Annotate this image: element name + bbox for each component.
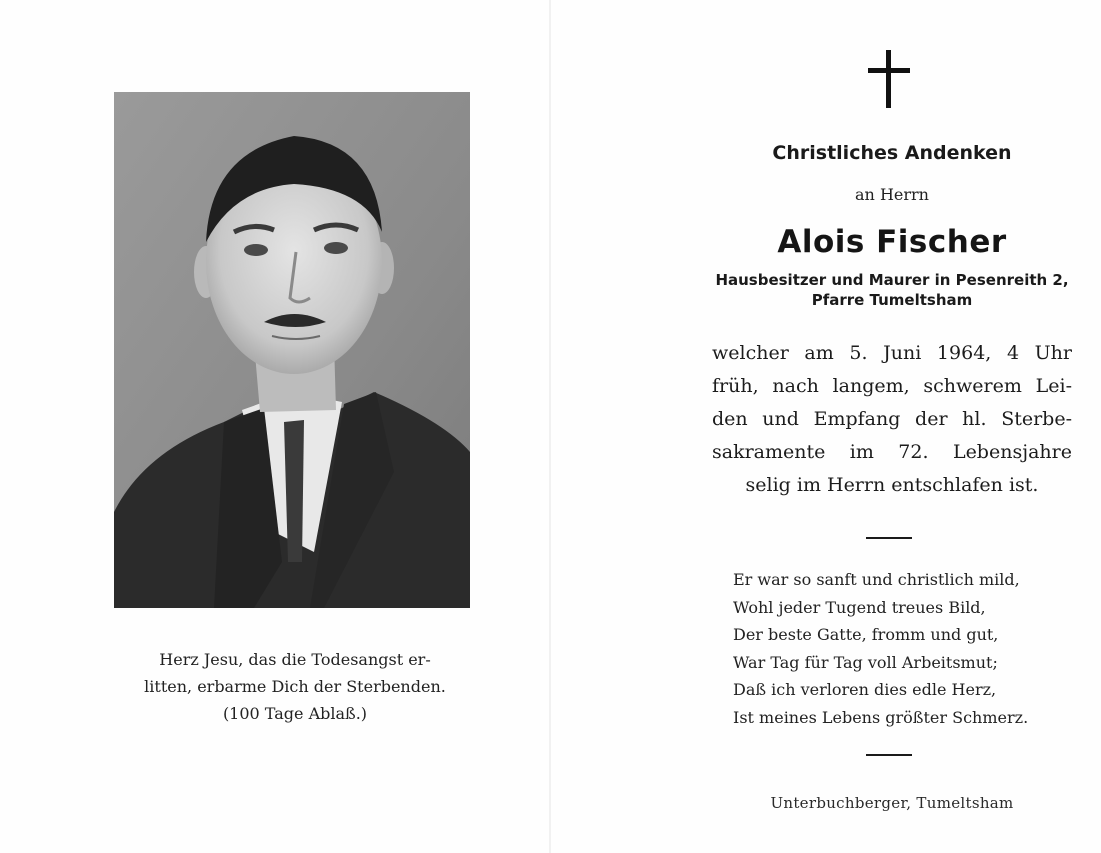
salutation: an Herrn [855, 185, 929, 204]
card-heading: Christliches Andenken [772, 142, 1012, 164]
verse-line: Daß ich verloren dies edle Herz, [733, 680, 997, 699]
cross-icon [864, 50, 914, 110]
verse-line: Ist meines Lebens größter Schmerz. [733, 707, 1029, 727]
verse-line: Wohl jeder Tugend treues Bild, [733, 597, 986, 617]
printer-credit: Unterbuchberger, Tumeltsham [770, 794, 1014, 812]
death-notice-line: früh, nach langem, schwerem Lei- [712, 375, 1072, 397]
prayer-line: (100 Tage Ablaß.) [222, 704, 368, 723]
verse-line: Der beste Gatte, fromm und gut, [733, 625, 999, 644]
verse-line: Er war so sanft und christlich mild, [733, 570, 1020, 589]
prayer-line: Herz Jesu, das die Todesangst er- [159, 650, 431, 669]
verse-line: War Tag für Tag voll Arbeitsmut; [733, 652, 998, 672]
divider [866, 754, 912, 756]
portrait-photo [114, 92, 470, 608]
memorial-verse [733, 566, 1063, 731]
card-fold [549, 0, 551, 853]
prayer-line: litten, erbarme Dich der Sterbenden. [144, 677, 446, 696]
death-notice-line: selig im Herrn entschlafen ist. [745, 474, 1039, 496]
death-notice-line: welcher am 5. Juni 1964, 4 Uhr [712, 342, 1072, 364]
deceased-name: Alois Fischer [777, 224, 1007, 260]
divider [866, 537, 912, 539]
death-notice [712, 337, 1072, 502]
occupation-line: Pfarre Tumeltsham [811, 291, 973, 309]
occupation-line: Hausbesitzer und Maurer in Pesenreith 2, [715, 271, 1069, 289]
death-notice-line: den und Empfang der hl. Sterbe- [712, 408, 1072, 430]
death-notice-line: sakramente im 72. Lebensjahre [712, 441, 1072, 463]
occupation [688, 270, 1096, 310]
prayer-text [100, 646, 490, 727]
